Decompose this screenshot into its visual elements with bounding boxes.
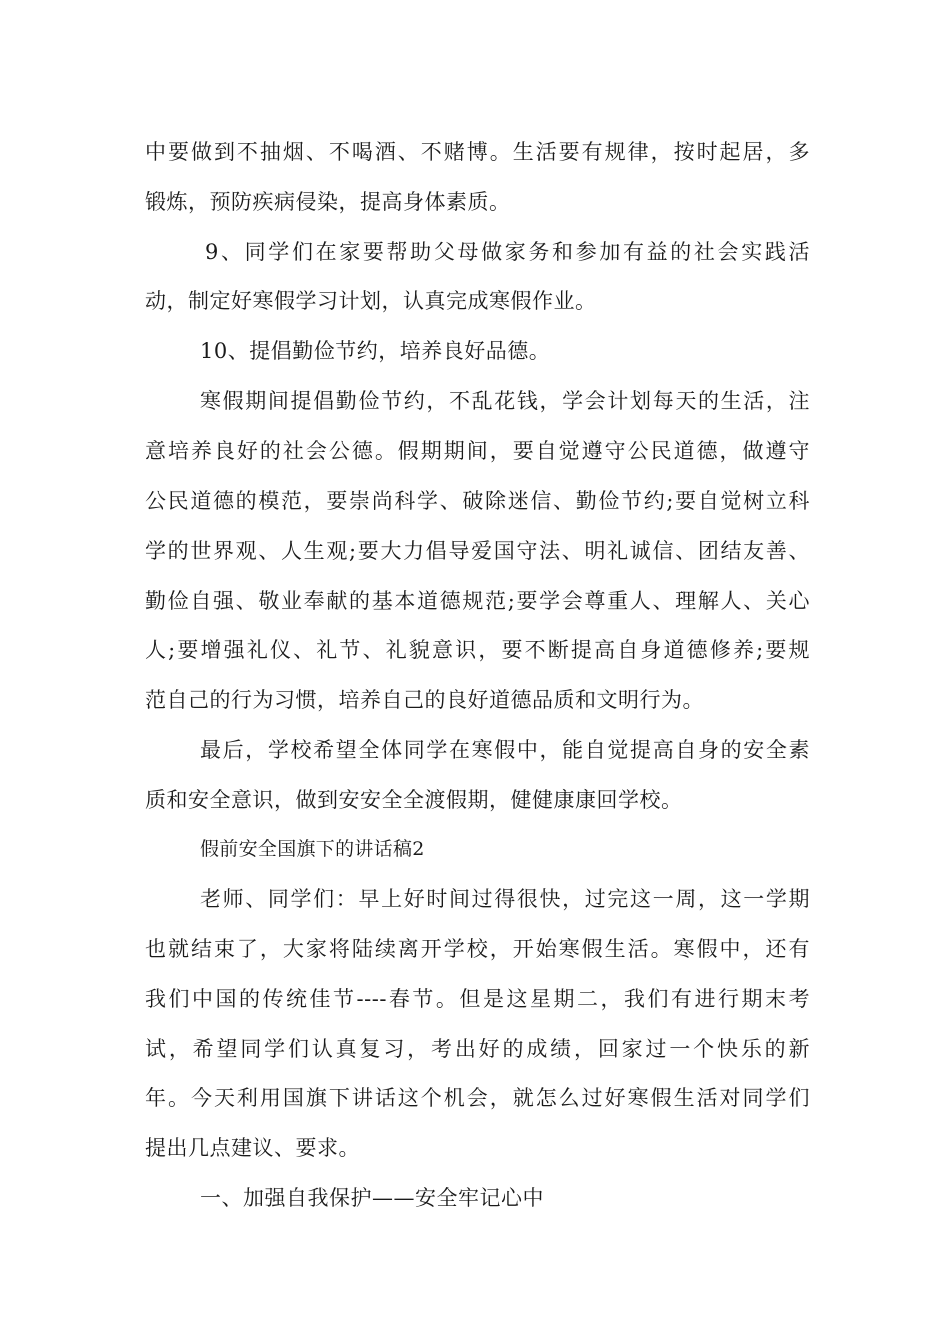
- paragraph-line: 提出几点建议、要求。: [145, 1136, 360, 1160]
- section-title: 假前安全国旗下的讲话稿2: [200, 838, 425, 860]
- paragraph-line: 公民道德的模范，要崇尚科学、破除迷信、勤俭节约;要自觉树立科: [145, 489, 810, 513]
- section-heading: 一、加强自我保护——安全牢记心中: [200, 1186, 544, 1210]
- paragraph-line: 质和安全意识，做到安安全全渡假期，健健康康回学校。: [145, 788, 683, 812]
- paragraph-line: 9、同学们在家要帮助父母做家务和参加有益的社会实践活: [205, 240, 810, 264]
- paragraph-line: 老师、同学们：早上好时间过得很快，过完这一周，这一学期: [200, 887, 810, 911]
- paragraph-line: 中要做到不抽烟、不喝酒、不赌博。生活要有规律，按时起居，多: [145, 140, 810, 164]
- paragraph-line: 勤俭自强、敬业奉献的基本道德规范;要学会尊重人、理解人、关心: [145, 589, 810, 613]
- paragraph-line: 最后，学校希望全体同学在寒假中，能自觉提高自身的安全素: [200, 738, 810, 762]
- paragraph-line: 动，制定好寒假学习计划，认真完成寒假作业。: [145, 289, 597, 313]
- paragraph-line: 学的世界观、人生观;要大力倡导爱国守法、明礼诚信、团结友善、: [145, 539, 810, 563]
- paragraph-line: 试，希望同学们认真复习，考出好的成绩，回家过一个快乐的新: [145, 1037, 810, 1061]
- paragraph-line: 寒假期间提倡勤俭节约，不乱花钱，学会计划每天的生活，注: [200, 389, 810, 413]
- paragraph-line: 范自己的行为习惯，培养自己的良好道德品质和文明行为。: [145, 688, 704, 712]
- paragraph-line: 锻炼，预防疾病侵染，提高身体素质。: [145, 190, 511, 214]
- list-item: 10、提倡勤俭节约，培养良好品德。: [200, 339, 551, 363]
- paragraph-line: 我们中国的传统佳节----春节。但是这星期二，我们有进行期末考: [145, 987, 810, 1011]
- paragraph-line: 年。今天利用国旗下讲话这个机会，就怎么过好寒假生活对同学们: [145, 1086, 810, 1110]
- paragraph-line: 也就结束了，大家将陆续离开学校，开始寒假生活。寒假中，还有: [145, 937, 810, 961]
- paragraph-line: 意培养良好的社会公德。假期期间，要自觉遵守公民道德，做遵守: [145, 439, 810, 463]
- paragraph-line: 人;要增强礼仪、礼节、礼貌意识，要不断提高自身道德修养;要规: [145, 638, 810, 662]
